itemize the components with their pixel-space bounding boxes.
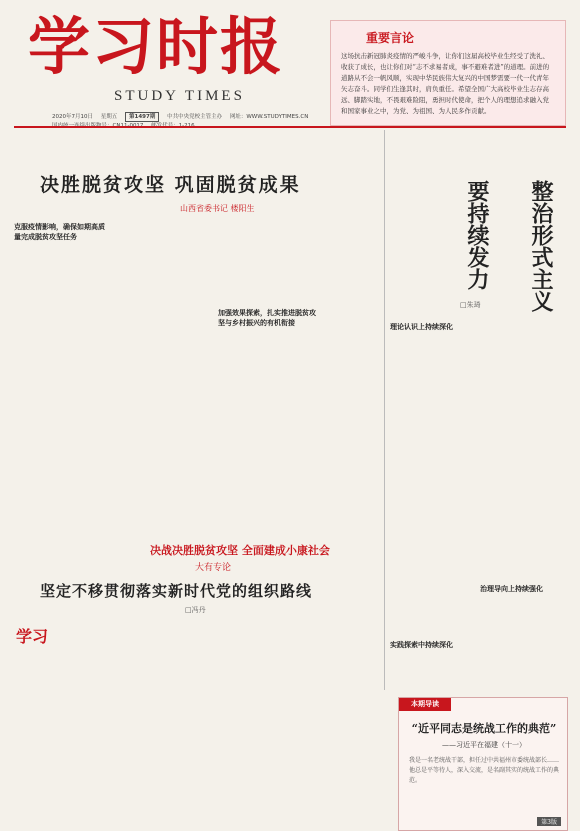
second-byline: □冯丹 (185, 606, 206, 614)
guide-subtitle: ——习近平在福建（十一） (442, 741, 526, 749)
side-headline-a[interactable]: 整治形式主义 (528, 180, 554, 312)
lead-column-2 (112, 218, 212, 538)
guide-page-badge[interactable]: 第3版 (537, 817, 561, 826)
column-divider (384, 130, 385, 690)
column-sign: 大有专论 (195, 563, 232, 573)
second-headline[interactable]: 坚定不移贯彻落实新时代党的组织路线 (40, 582, 313, 600)
side-subhead-3: 治理导向上持续强化 (480, 584, 543, 593)
lead-byline: 山西省委书记 楼阳生 (180, 204, 255, 213)
issue-guide-box (398, 697, 568, 831)
study-stamp: 学习 (16, 627, 49, 646)
quote-text: 这场抗击新冠肺炎疫情的严峻斗争，让你们这届高校毕业生经受了洗礼、收获了成长，也让你们对“志不求易者成，事不避难者进”的道理。前进的道路从不会一帆风顺，实现中华民族伟大复兴的中国梦需要一代一代青年矢志奋斗。同学们生逢其时，肩负重任。希望全国广大高校毕业生志存高远、脚踏实地，不畏艰难险阻，勇担时代使命，把个人的理想追求融入党和国家事业之中，为党、为祖国、为人民多作贡献。 (341, 52, 550, 115)
campaign-banner: 决战决胜脱贫攻坚 全面建成小康社会 (150, 544, 330, 557)
masthead (14, 8, 314, 118)
side-byline: □朱琦 (460, 301, 481, 309)
quote-heading: 重要言论 (366, 31, 415, 45)
lead-headline[interactable]: 决胜脱贫攻坚 巩固脱贫成果 (40, 174, 301, 196)
side-subhead-1: 理论认识上持续深化 (390, 322, 453, 331)
important-quote-box (330, 20, 566, 126)
masthead-rule (14, 126, 566, 128)
side-headline-b[interactable]: 要持续发力 (464, 180, 490, 290)
side-subhead-2: 实践探索中持续深化 (390, 640, 453, 649)
side-column-lower-right (480, 580, 566, 690)
lead-column-1 (14, 218, 106, 538)
masthead-english: STUDY TIMES (114, 88, 245, 104)
lead-subhead-2: 加强效果探索，扎实推进脱贫攻坚与乡村振兴的有机衔接 (218, 308, 316, 327)
lead-subhead-1: 克服疫情影响，确保如期高质量完成脱贫攻坚任务 (14, 222, 105, 241)
lead-column-3 (218, 218, 318, 538)
guide-text: 我是一名老统战干部，担任过中共福州市委统战部长……他总是平等待人，深入交流，是名副其实的统战工作的典范。 (409, 757, 560, 784)
guide-tab: 本期导读 (399, 698, 451, 711)
side-column-lower-left (390, 580, 475, 690)
issue-number: 第1497期 (125, 112, 159, 122)
website[interactable]: 网址：WWW.STUDYTIMES.CN (229, 114, 309, 120)
second-article-body (62, 624, 392, 824)
masthead-title: 学习时报 (28, 10, 285, 83)
guide-title[interactable]: “近平同志是统战工作的典范” (411, 722, 557, 735)
side-column (390, 318, 566, 578)
issue-weekday: 星期五 (100, 114, 118, 120)
issue-date: 2020年7月10日 (52, 114, 93, 120)
publisher: 中共中央党校主管主办 (167, 114, 223, 120)
